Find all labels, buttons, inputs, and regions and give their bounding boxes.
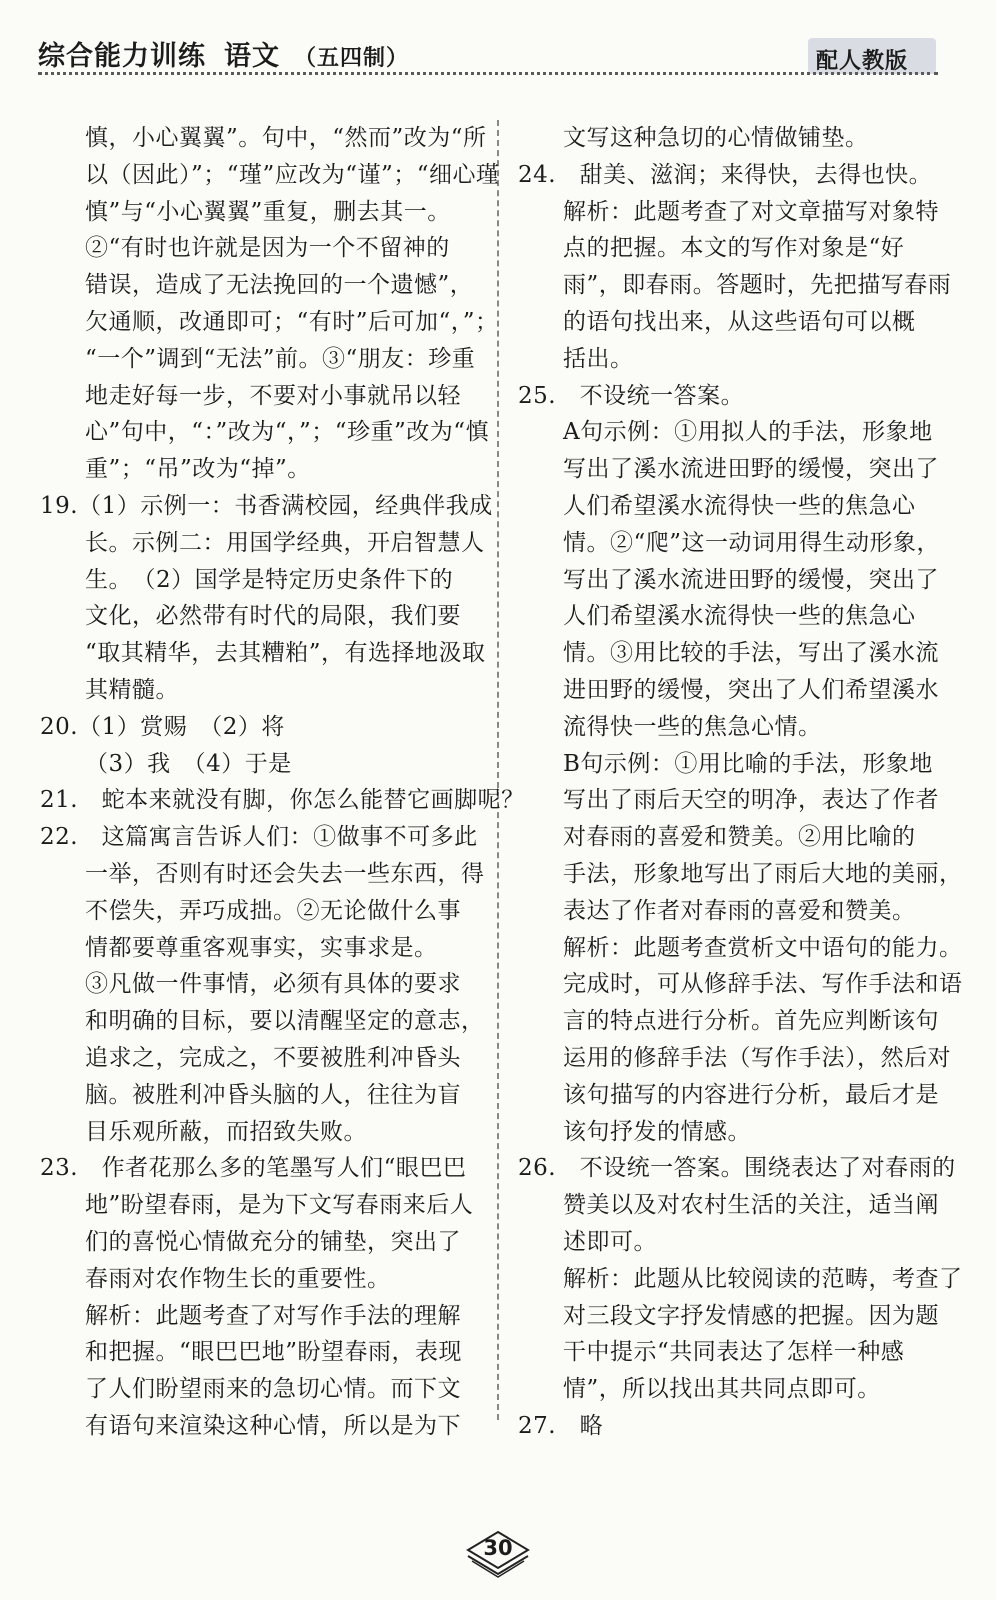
text-line: 24. 甜美、滋润；来得快，去得也快。 bbox=[518, 161, 933, 188]
text-line: ②“有时也许就是因为一个不留神的 bbox=[85, 235, 450, 262]
text-line: 追求之，完成之，不要被胜利冲昏头 bbox=[85, 1044, 461, 1071]
text-line: 手法，形象地写出了雨后大地的美丽， bbox=[563, 860, 963, 887]
text-line: 情。②“爬”这一动词用得生动形象， bbox=[563, 529, 941, 556]
text-line: 长。示例二：用国学经典，开启智慧人 bbox=[85, 529, 485, 556]
text-line: 流得快一些的焦急心情。 bbox=[563, 713, 822, 740]
text-line: 对三段文字抒发情感的把握。因为题 bbox=[563, 1302, 939, 1329]
text-line: 们的喜悦心情做充分的铺垫，突出了 bbox=[85, 1228, 461, 1255]
text-line: 雨”，即春雨。答题时，先把描写春雨 bbox=[563, 272, 952, 299]
text-line: 脑。被胜利冲昏头脑的人，往往为盲 bbox=[85, 1081, 461, 1108]
text-line: 27. 略 bbox=[518, 1412, 604, 1439]
text-line: 完成时，可从修辞手法、写作手法和语 bbox=[563, 971, 963, 998]
text-line: 文化，必然带有时代的局限，我们要 bbox=[85, 603, 461, 630]
right-column bbox=[518, 120, 963, 1445]
text-line: 解析：此题考查了对写作手法的理解 bbox=[85, 1302, 461, 1329]
text-line: “一个”调到“无法”前。③“朋友：珍重 bbox=[85, 345, 476, 372]
text-line: 一举，否则有时还会失去一些东西，得 bbox=[85, 860, 485, 887]
text-line: 不偿失，弄巧成拙。②无论做什么事 bbox=[85, 897, 461, 924]
text-line: 心”句中，“：”改为“，”；“珍重”改为“慎 bbox=[85, 419, 490, 446]
text-line: 慎，小心翼翼”。句中，“然而”改为“所 bbox=[85, 125, 487, 151]
text-line: 述即可。 bbox=[563, 1228, 657, 1255]
text-line: 运用的修辞手法（写作手法），然后对 bbox=[563, 1044, 951, 1071]
text-line: 20.（1）赏赐 （2）将 bbox=[40, 713, 285, 740]
text-line: 写出了溪水流进田野的缓慢，突出了 bbox=[563, 566, 939, 593]
text-line: “取其精华，去其糟粕”，有选择地汲取 bbox=[85, 640, 486, 667]
edition-badge-label: 配人教版 bbox=[816, 48, 909, 74]
page-number: 30 bbox=[483, 1536, 513, 1560]
text-line: 解析：此题考查了对文章描写对象特 bbox=[563, 198, 939, 225]
text-line: 23. 作者花那么多的笔墨写人们“眼巴巴 bbox=[40, 1155, 467, 1182]
text-line: 目乐观所蔽，而招致失败。 bbox=[85, 1118, 367, 1145]
text-line: 表达了作者对春雨的喜爱和赞美。 bbox=[563, 897, 916, 924]
text-line: 言的特点进行分析。首先应判断该句 bbox=[563, 1008, 939, 1035]
text-line: 错误，造成了无法挽回的一个遗憾”， bbox=[85, 272, 474, 299]
header-divider bbox=[38, 72, 938, 75]
text-line: 地走好每一步，不要对小事就吊以轻 bbox=[85, 382, 461, 409]
text-line: 写出了溪水流进田野的缓慢，突出了 bbox=[563, 456, 939, 483]
text-line: 25. 不设统一答案。 bbox=[518, 382, 745, 409]
text-line: 进田野的缓慢，突出了人们希望溪水 bbox=[563, 676, 939, 703]
text-line: 解析：此题从比较阅读的范畴，考查了 bbox=[563, 1265, 963, 1292]
text-line: 有语句来渲染这种心情，所以是为下 bbox=[85, 1412, 461, 1439]
subject-label: 语文 bbox=[224, 41, 280, 72]
text-line: 点的把握。本文的写作对象是“好 bbox=[563, 235, 905, 262]
text-line: 干中提示“共同表达了怎样一种感 bbox=[563, 1339, 905, 1366]
text-line: 该句描写的内容进行分析，最后才是 bbox=[563, 1081, 939, 1108]
text-line: 以（因此）”；“瑾”应改为“谨”；“细心瑾 bbox=[85, 161, 500, 188]
book-series-title: 综合能力训练 bbox=[38, 41, 206, 72]
book-title bbox=[38, 34, 409, 73]
text-line: 26. 不设统一答案。围绕表达了对春雨的 bbox=[518, 1155, 956, 1182]
text-line: 人们希望溪水流得快一些的焦急心 bbox=[563, 492, 916, 519]
text-line: ③凡做一件事情，必须有具体的要求 bbox=[85, 971, 461, 998]
text-line: 慎”与“小心翼翼”重复，删去其一。 bbox=[85, 198, 451, 225]
text-line: B句示例：①用比喻的手法，形象地 bbox=[563, 750, 933, 777]
text-line: 情都要尊重客观事实，实事求是。 bbox=[85, 934, 438, 961]
text-line: A句示例：①用拟人的手法，形象地 bbox=[563, 419, 933, 446]
text-line: 重”；“吊”改为“掉”。 bbox=[85, 456, 311, 483]
text-line: 22. 这篇寓言告诉人们：①做事不可多此 bbox=[40, 824, 478, 851]
text-line: 生。 （2）国学是特定历史条件下的 bbox=[85, 566, 454, 593]
text-line: 其精髓。 bbox=[85, 676, 179, 703]
text-line: 文写这种急切的心情做铺垫。 bbox=[563, 125, 869, 151]
text-line: 和把握。“眼巴巴地”盼望春雨，表现 bbox=[85, 1339, 463, 1366]
text-line: 人们希望溪水流得快一些的焦急心 bbox=[563, 603, 916, 630]
text-line: 括出。 bbox=[563, 345, 634, 372]
page-header bbox=[0, 0, 996, 80]
edition-label: （五四制） bbox=[294, 46, 410, 71]
text-line: 写出了雨后天空的明净，表达了作者 bbox=[563, 787, 939, 814]
page-number-badge bbox=[462, 1530, 534, 1578]
text-line: 情。③用比较的手法，写出了溪水流 bbox=[563, 640, 939, 667]
left-column bbox=[40, 120, 525, 1445]
text-line: 赞美以及对农村生活的关注，适当阐 bbox=[563, 1192, 939, 1219]
text-line: 的语句找出来，从这些语句可以概 bbox=[563, 308, 916, 335]
text-line: 和明确的目标，要以清醒坚定的意志， bbox=[85, 1008, 485, 1035]
edition-badge bbox=[808, 38, 936, 74]
text-line: 对春雨的喜爱和赞美。②用比喻的 bbox=[563, 824, 916, 851]
text-line: 地”盼望春雨，是为下文写春雨来后人 bbox=[85, 1192, 474, 1219]
text-line: 19.（1）示例一：书香满校园，经典伴我成 bbox=[40, 492, 493, 519]
text-line: 该句抒发的情感。 bbox=[563, 1118, 751, 1145]
text-line: 21. 蛇本来就没有脚，你怎么能替它画脚呢？ bbox=[40, 787, 525, 814]
text-line: 欠通顺，改通即可；“有时”后可加“，”； bbox=[85, 308, 499, 335]
text-line: （3）我 （4）于是 bbox=[85, 750, 292, 777]
text-line: 解析：此题考查赏析文中语句的能力。 bbox=[563, 934, 963, 961]
text-line: 春雨对农作物生长的重要性。 bbox=[85, 1265, 391, 1292]
text-line: 了人们盼望雨来的急切心情。而下文 bbox=[85, 1376, 461, 1403]
text-line: 情”，所以找出其共同点即可。 bbox=[563, 1376, 881, 1403]
